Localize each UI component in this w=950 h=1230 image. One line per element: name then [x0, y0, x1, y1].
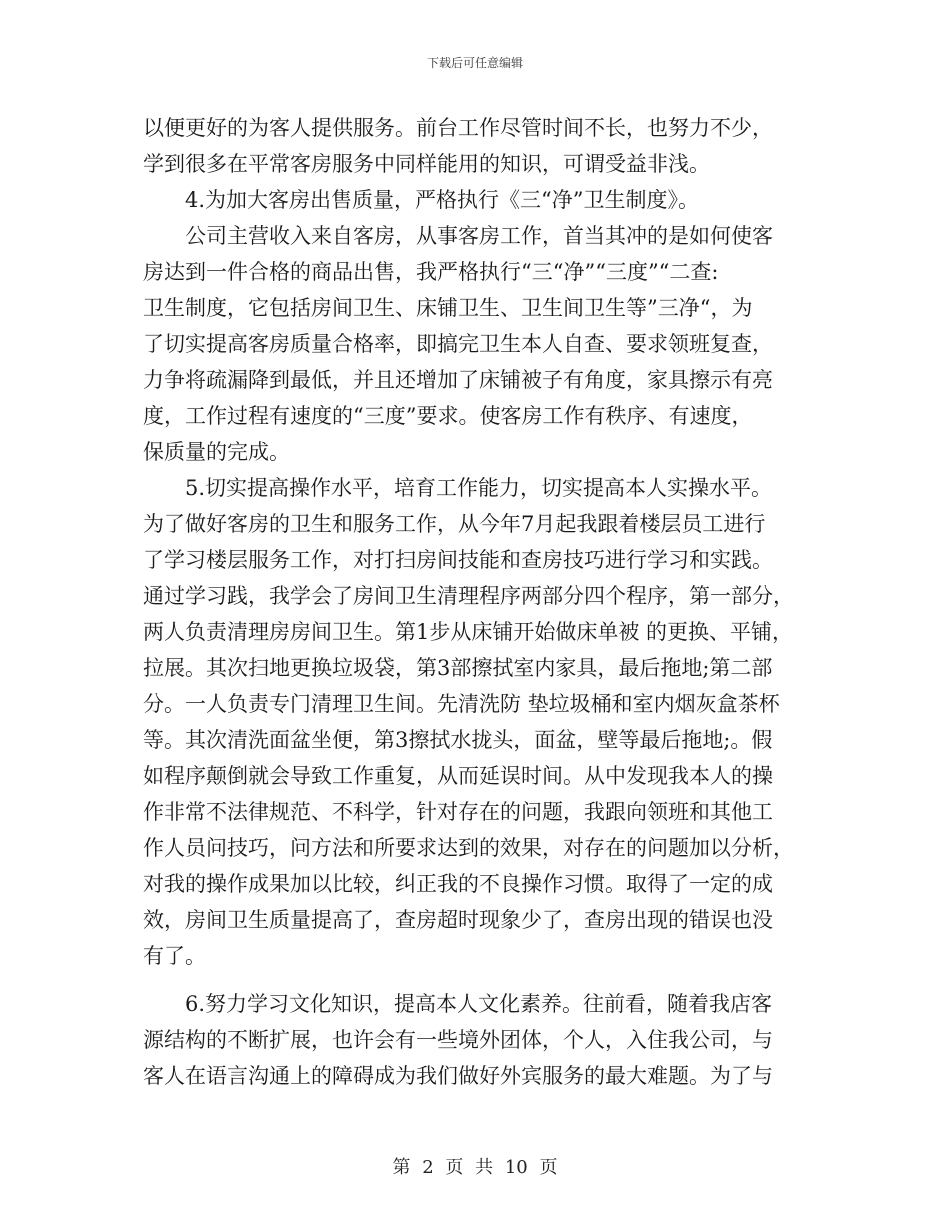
text-line: 卫生制度，它包括房间卫生、床铺卫生、卫生间卫生等”三净“，为: [143, 296, 753, 320]
section-heading-4: 4.为加大客房出售质量，严格执行《三“净”卫生制度》。: [185, 188, 700, 212]
text-line: 为了做好客房的卫生和服务工作，从今年7月起我跟着楼层员工进行: [143, 512, 766, 536]
text-line: 如程序颠倒就会导致工作重复，从而延误时间。从中发现我本人的操: [143, 764, 773, 788]
text-line: 等。其次清洗面盆坐便，第3擦拭水拢头，面盆，壁等最后拖地;。假: [143, 728, 773, 752]
text-line: 作非常不法律规范、不科学，针对存在的问题，我跟向领班和其他工: [143, 800, 773, 824]
text-line: 通过学习践，我学会了房间卫生清理程序两部分四个程序，第一部分，: [143, 584, 794, 608]
text-line: 两人负责清理房房间卫生。第1步从床铺开始做床单被 的更换、平铺，: [143, 620, 794, 644]
page-header: 下载后可任意编辑: [426, 56, 523, 70]
text-line: 房达到一件合格的商品出售，我严格执行“三“净”“三度”“二查:: [143, 260, 719, 284]
text-line: 作人员问技巧，问方法和所要求达到的效果，对存在的问题加以分析，: [143, 836, 794, 860]
section-heading-5: 5.切实提高操作水平，培育工作能力，切实提高本人实操水平。: [185, 476, 773, 500]
section-heading-6: 6.努力学习文化知识，提高本人文化素养。往前看，随着我店客: [185, 992, 773, 1016]
text-line: 效，房间卫生质量提高了，查房超时现象少了，查房出现的错误也没: [143, 908, 773, 932]
text-line: 力争将疏漏降到最低，并且还增加了床铺被子有角度，家具擦示有亮: [143, 368, 773, 392]
text-line: 了切实提高客房质量合格率，即搞完卫生本人自查、要求领班复查，: [143, 332, 773, 356]
text-line: 了学习楼层服务工作，对打扫房间技能和查房技巧进行学习和实践。: [143, 548, 773, 572]
text-line: 学到很多在平常客房服务中同样能用的知识，可谓受益非浅。: [143, 152, 710, 176]
document-body: [143, 110, 813, 1094]
text-line: 度，工作过程有速度的“三度”要求。使客房工作有秩序、有速度，: [143, 404, 753, 428]
text-line: 对我的操作成果加以比较，纠正我的不良操作习惯。取得了一定的成: [143, 872, 773, 896]
text-line: 公司主营收入来自客房，从事客房工作，首当其冲的是如何使客: [185, 224, 773, 248]
text-line: 客人在语言沟通上的障碍成为我们做好外宾服务的最大难题。为了与: [143, 1064, 773, 1088]
text-line: 分。一人负责专门清理卫生间。先清洗防 垫垃圾桶和室内烟灰盒茶杯: [143, 692, 780, 716]
text-line: 拉展。其次扫地更换垃圾袋，第3部擦拭室内家具，最后拖地;第二部: [143, 656, 773, 680]
text-line: 有了。: [143, 944, 206, 968]
text-line: 以便更好的为客人提供服务。前台工作尽管时间不长，也努力不少，: [143, 116, 773, 140]
text-line: 保质量的完成。: [143, 440, 290, 464]
paragraph-gap: [143, 974, 813, 986]
text-line: 源结构的不断扩展，也许会有一些境外团体，个人，入住我公司，与: [143, 1028, 773, 1052]
page-number-footer: 第 2 页 共 10 页: [392, 1157, 558, 1178]
